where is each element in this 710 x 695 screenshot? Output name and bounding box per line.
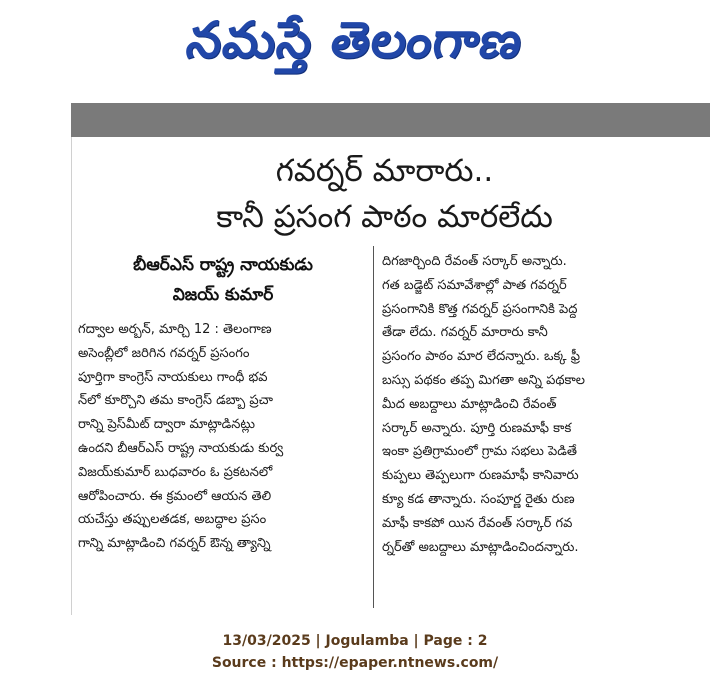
subhead-line-1: బీఆర్ఎస్ రాష్ట్ర నాయకుడు [133, 255, 313, 275]
section-header-bar [71, 103, 710, 137]
article-column-left [78, 250, 368, 608]
body-line: బస్సు పథకం తప్ప మిగతా అన్ని పథకాల [382, 372, 586, 388]
body-line: తేడా లేదు. గవర్నర్ మారారు కానీ [382, 325, 548, 341]
body-line: గత బడ్జెట్ సమావేశాల్లో పాత గవర్నర్ [382, 277, 567, 293]
newspaper-logo: నమస్తే తెలంగాణ [183, 11, 527, 69]
body-line: ప్రసంగం పాఠం మార లేదన్నారు. ఒక్క ఫ్రీ [382, 349, 580, 365]
body-line: ఇంకా ప్రతిగ్రామంలో గ్రామ సభలు పెడితే [382, 444, 577, 460]
body-line: విజయ్‌కుమార్ బుధవారం ఓ ప్రకటనలో [78, 464, 273, 480]
body-line: పూర్తిగా కాంగ్రెస్ నాయకులు గాంధీ భవ [78, 369, 268, 385]
source-link[interactable]: Source : https://epaper.ntnews.com/ [211, 655, 499, 671]
headline-line-2: కానీ ప్రసంగ పాఠం మారలేదు [216, 199, 553, 235]
body-line: మాఫీ కాకపో యిన రేవంత్ సర్కార్ గవ [382, 515, 573, 531]
body-line: న్‌లో కూర్చొని తమ కాంగ్రెస్ డబ్బా ప్రచా [78, 393, 274, 409]
body-line: ప్రసంగానికి కొత్త గవర్నర్ ప్రసంగానికి పెద్ద [382, 301, 578, 317]
subhead-line-2: విజయ్ కుమార్ [172, 285, 274, 305]
body-line: అసెంబ్లీలో జరిగిన గవర్నర్ ప్రసంగం [78, 345, 250, 361]
body-line: ఆరోపించారు. ఈ క్రమంలో ఆయన తెలి [78, 488, 272, 504]
body-line: సర్కార్ అన్నారు. పూర్తి రుణమాఫీ కాక [382, 420, 572, 436]
body-line: ఉందని బీఆర్ఎస్ రాష్ట్ర నాయకుడు కుర్వ [78, 440, 284, 456]
body-line: కుప్పలు తెప్పలుగా రుణమాఫీ కానివారు [382, 468, 579, 484]
article-headline [72, 148, 697, 240]
headline-line-1: గవర్నర్ మారారు.. [275, 153, 494, 189]
body-line: ర్నర్‌తో అబద్దాలు మాట్లాడించిందన్నారు. [382, 539, 579, 555]
body-line: మీద అబద్దాలు మాట్లాడించి రేవంత్ [382, 396, 557, 412]
column-divider [373, 246, 374, 608]
body-line: దిగజార్చింది రేవంత్ సర్కార్ అన్నారు. [382, 254, 567, 269]
body-line: గాన్ని మాట్లాడించి గవర్నర్ ఔన్న త్యాన్ని [78, 536, 271, 552]
clipping-footer [0, 630, 710, 674]
article-subheadline [78, 250, 368, 310]
body-line: యచేస్తు తప్పులతడక, అబద్ధాల ప్రసం [78, 512, 267, 528]
body-line: రాన్ని ప్రెస్‌మీట్ ద్వారా మాట్లాడినట్లు [78, 417, 255, 433]
masthead [0, 0, 710, 80]
article-column-right [382, 250, 672, 608]
body-line: క్యూ కడ తాన్నారు. సంపూర్ణ రైతు రుణ [382, 491, 575, 507]
body-line: గద్వాల అర్బన్, మార్చి 12 : తెలంగాణ [78, 322, 272, 337]
publication-info: 13/03/2025 | Jogulamba | Page : 2 [222, 633, 488, 649]
